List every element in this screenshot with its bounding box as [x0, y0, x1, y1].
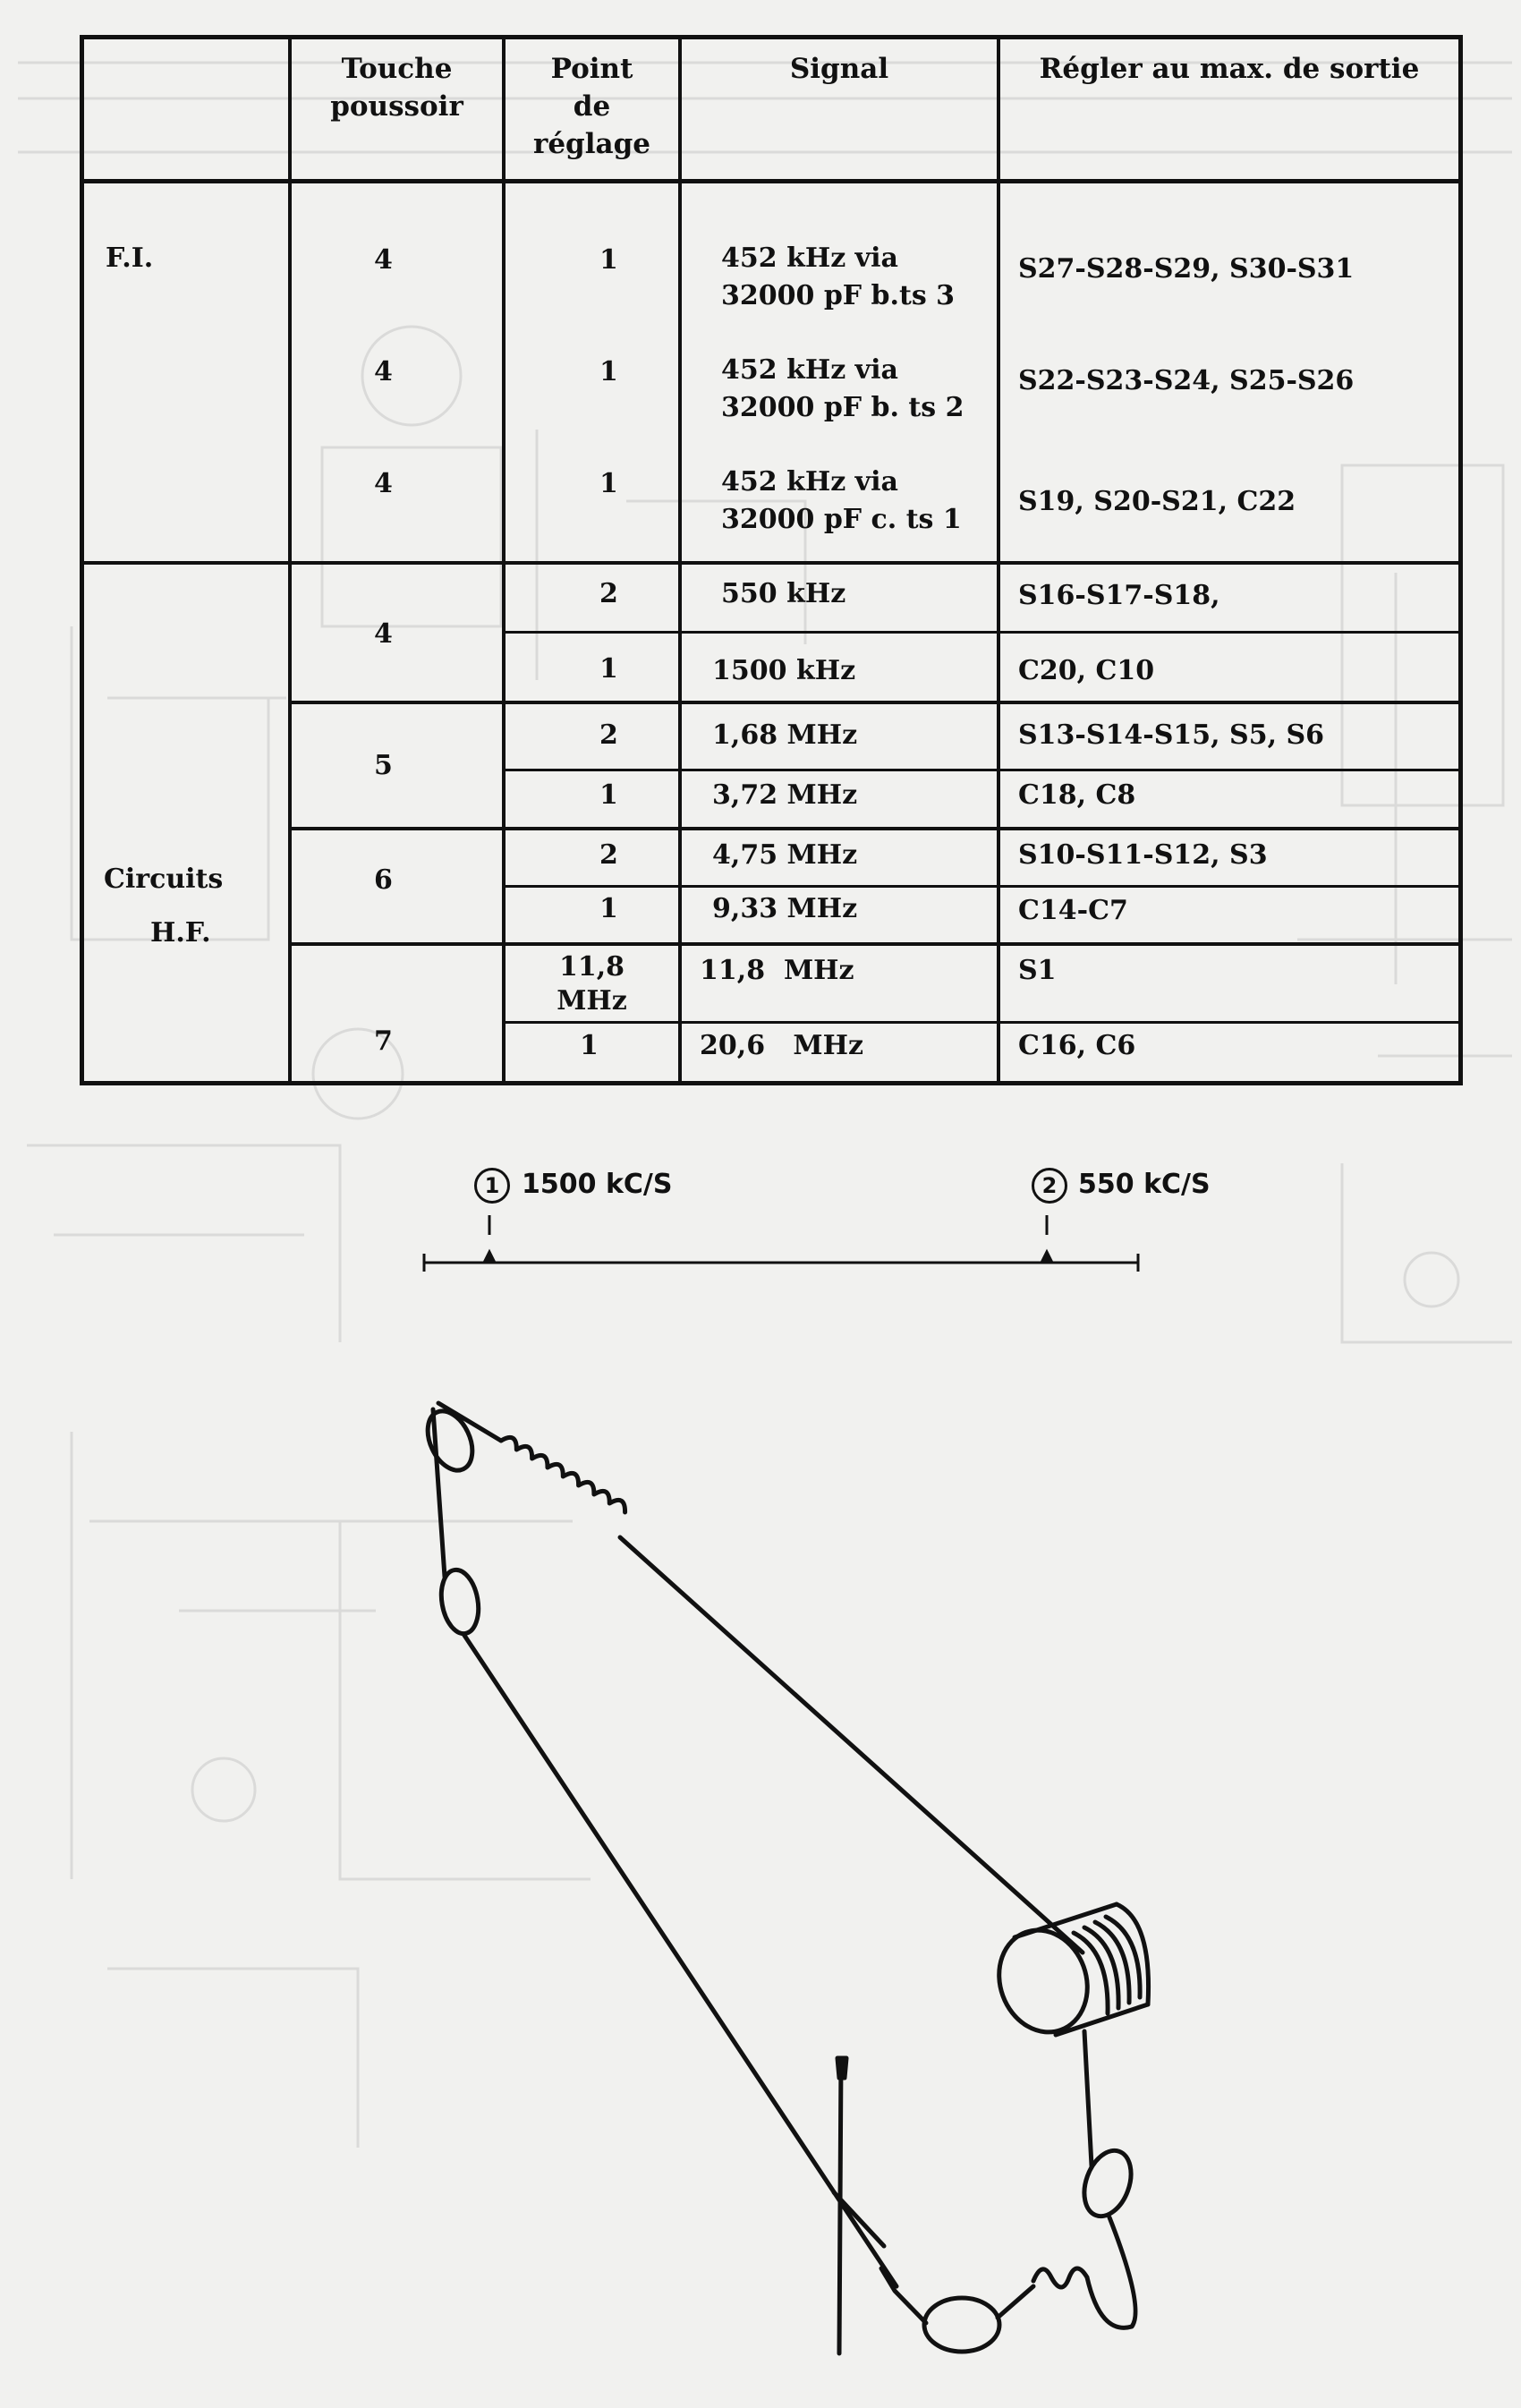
hf-g6-r2-regler: C14-C7 — [1018, 895, 1128, 926]
fi-row2-point: 1 — [599, 356, 618, 387]
section-label-hf-2: H.F. — [150, 917, 211, 949]
hf-g7-r2-point: 1 — [580, 1030, 599, 1061]
dial-pointer-tip — [837, 2058, 846, 2078]
cord-segment — [1084, 2031, 1092, 2165]
section-label-fi: F.I. — [106, 243, 154, 274]
scale-line-graphic — [0, 1199, 1521, 1280]
hf-group6-touche: 6 — [374, 864, 393, 896]
header-touche: Touche poussoir — [330, 53, 463, 123]
fi-row1-signal: 452 kHz via 32000 pF b.ts 3 — [721, 243, 956, 311]
pulley-top — [419, 1404, 480, 1477]
col-divider — [997, 35, 1000, 1085]
hf-g6-r2-signal: 9,33 MHz — [712, 893, 858, 924]
hf-g6-r1-point: 2 — [599, 839, 618, 871]
row-divider — [502, 1021, 1463, 1024]
hf-g4-r2-point: 1 — [599, 653, 618, 685]
marker-1-label: 1500 kC/S — [522, 1169, 673, 1200]
fi-row2-touche: 4 — [374, 356, 393, 387]
fi-row3-point: 1 — [599, 468, 618, 499]
cord-segment — [881, 2268, 926, 2323]
fi-row2-regler: S22-S23-S24, S25-S26 — [1018, 365, 1355, 396]
pulley-lower-right — [1075, 2144, 1139, 2223]
table-border-bottom — [80, 1081, 1463, 1085]
fi-row2-signal: 452 kHz via 32000 pF b. ts 2 — [721, 354, 964, 423]
fi-row1-touche: 4 — [374, 244, 393, 276]
row-divider — [502, 885, 1463, 888]
hf-g7-r1-point: 11,8 MHz — [557, 951, 627, 1017]
fi-row1-point: 1 — [599, 244, 618, 276]
cord-segment — [620, 1537, 1083, 1953]
hf-g4-r1-point: 2 — [599, 578, 618, 609]
col-divider — [288, 35, 292, 1085]
group-divider — [288, 827, 1463, 830]
marker-1-pointer — [484, 1252, 495, 1263]
hf-g4-r1-regler: S16-S17-S18, — [1018, 580, 1220, 611]
marker-2-circle: 2 — [1032, 1168, 1067, 1204]
hf-g5-r2-signal: 3,72 MHz — [712, 779, 858, 811]
row-divider — [502, 631, 1463, 634]
header-signal: Signal — [789, 53, 889, 85]
hf-g5-r1-regler: S13-S14-S15, S5, S6 — [1018, 719, 1324, 751]
table-border-left — [80, 35, 84, 1085]
group-divider — [288, 942, 1463, 946]
hf-g7-r1-signal: 11,8 MHz — [700, 955, 854, 986]
hf-g5-r2-regler: C18, C8 — [1018, 779, 1136, 811]
hf-group4-touche: 4 — [374, 618, 393, 650]
fi-row3-signal: 452 kHz via 32000 pF c. ts 1 — [721, 466, 962, 535]
tension-spring — [501, 1434, 629, 1512]
col-divider — [678, 35, 682, 1085]
cord-coil — [1033, 2268, 1087, 2287]
cord-segment — [433, 1409, 445, 1577]
cord-segment — [1087, 2217, 1135, 2327]
table-border-top — [80, 35, 1463, 39]
hf-g4-r2-regler: C20, C10 — [1018, 655, 1155, 686]
cord-segment — [463, 1634, 896, 2286]
header-divider — [80, 179, 1463, 183]
hf-g7-r1-regler: S1 — [1018, 955, 1057, 986]
hf-g4-r2-signal: 1500 kHz — [712, 655, 856, 686]
pulley-bottom — [924, 2298, 999, 2352]
hf-group5-touche: 5 — [374, 750, 393, 781]
header-regler: Régler au max. de sortie — [1039, 53, 1420, 85]
hf-g6-r2-point: 1 — [599, 893, 618, 924]
hf-group7-touche: 7 — [374, 1025, 393, 1057]
hf-g5-r1-signal: 1,68 MHz — [712, 719, 858, 751]
dial-pointer-stem — [839, 2058, 841, 2353]
cord-segment — [998, 2286, 1033, 2318]
hf-g7-r2-signal: 20,6 MHz — [700, 1030, 863, 1061]
col-divider — [502, 35, 506, 1085]
marker-2-pointer — [1041, 1252, 1052, 1263]
fi-row1-regler: S27-S28-S29, S30-S31 — [1018, 253, 1355, 285]
hf-g5-r1-point: 2 — [599, 719, 618, 751]
hf-g6-r1-signal: 4,75 MHz — [712, 839, 858, 871]
fi-row3-regler: S19, S20-S21, C22 — [1018, 486, 1296, 517]
marker-2-label: 550 kC/S — [1078, 1169, 1211, 1200]
hf-g7-r2-regler: C16, C6 — [1018, 1030, 1136, 1061]
group-divider — [288, 701, 1463, 704]
dial-cord-diagram — [340, 1378, 1199, 2380]
hf-g4-r1-signal: 550 kHz — [721, 578, 846, 609]
section-divider — [80, 561, 1463, 565]
hf-g5-r2-point: 1 — [599, 779, 618, 811]
hf-g6-r1-regler: S10-S11-S12, S3 — [1018, 839, 1268, 871]
table-border-right — [1458, 35, 1463, 1085]
fi-row3-touche: 4 — [374, 468, 393, 499]
header-point: Point de réglage — [533, 53, 650, 160]
marker-1-circle: 1 — [474, 1168, 510, 1204]
row-divider — [502, 769, 1463, 771]
section-label-hf: Circuits — [104, 864, 224, 895]
